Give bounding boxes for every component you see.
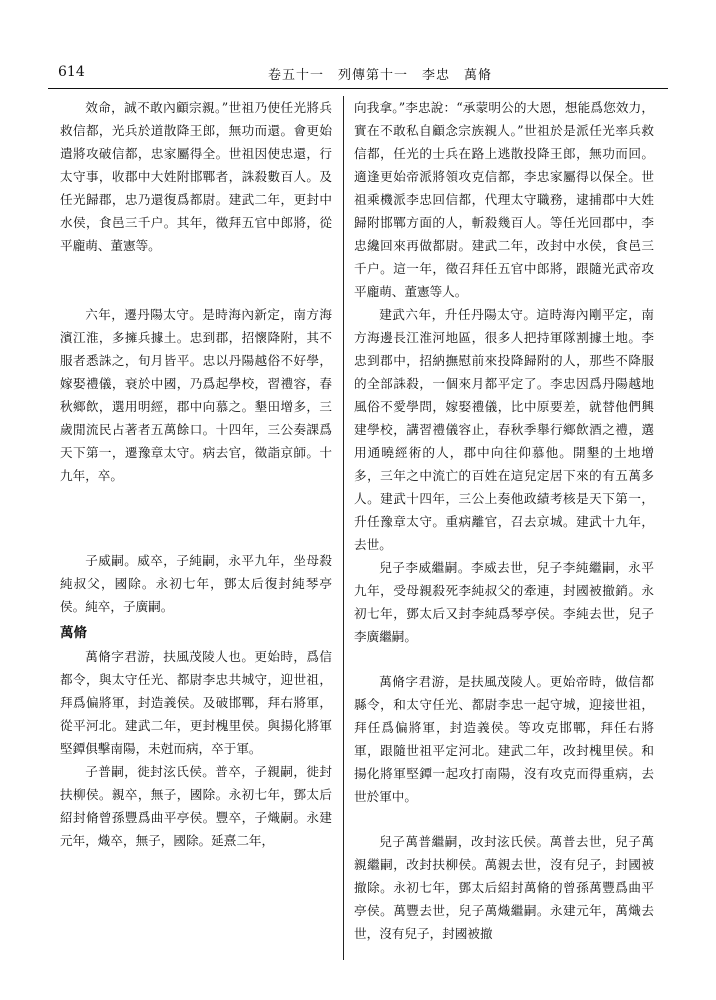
translation-paragraph-2: 建武六年，升任丹陽太守。這時海內剛平定，南方海邊長江淮河地區，很多人把持軍隊割據土地。李忠到郡中，招納撫慰前來投降歸附的人，那些不降服的全部誅殺，一個來月都平定了。李忠因爲丹陽越地風俗不愛學問，嫁娶禮儀，比中原要差，就替他們興建學校，講習禮儀容止，春秋季舉行鄉飲酒之禮，選用通曉經術的人，郡中向往仰慕他。開墾的土地增多，三年之中流亡的百姓在這兒定居下來的有五萬多人。建武十四年，三公上奏他政績考核是天下第一，升任豫章太守。重病離官，召去京城。建武十九年，去世。	[354, 307, 654, 552]
translation-paragraph-3: 兒子李威繼嗣。李威去世，兒子李純繼嗣，永平九年，受母親殺死李純叔父的牽連，封國被撤銷。永初七年，鄧太后又封李純爲琴亭侯。李純去世，兒子李廣繼嗣。	[354, 560, 654, 644]
classical-paragraph-2: 六年，遷丹陽太守。是時海內新定，南方海濱江淮，多擁兵據土。忠到郡，招懷降附，其不服者悉誅之，旬月皆平。忠以丹陽越俗不好學，嫁娶禮儀，衰於中國，乃爲起學校，習禮容，春秋鄉飲，選用明經，郡中向慕之。墾田增多，三歲閒流民占著者五萬餘口。十四年，三公奏課爲天下第一，遷豫章太守。病去官，徵詣京師。十九年，卒。	[60, 307, 332, 483]
translation-paragraph-4: 萬脩字君游，是扶風茂陵人。更始帝時，做信都縣令，和太守任光、都尉李忠一起守城，迎接世祖，拜任爲偏將軍，封造義侯。等攻克邯鄲，拜任右將軍，跟隨世祖平定河北。建武二年，改封槐里侯。和揚化將軍堅鐔一起攻打南陽，沒有攻克而得重病，去世於軍中。	[354, 674, 654, 804]
section-title: 萬脩	[60, 625, 87, 641]
classical-paragraph-3: 子威嗣。威卒，子純嗣，永平九年，坐母殺純叔父，國除。永初七年，鄧太后復封純琴亭侯。純卒，子廣嗣。	[60, 553, 332, 614]
classical-paragraph-1: 效命，誠不敢內顧宗親。”世祖乃使任光將兵救信都，光兵於道散降王郎，無功而還。會更始遣將攻破信都，忠家屬得全。世祖因使忠還，行太守事，收郡中大姓附邯鄲者，誅殺數百人。及任光歸郡，忠乃還復爲都尉。建武二年，更封中水侯，食邑三千户。其年，徵拜五官中郎將，從平龐萌、董憲等。	[60, 100, 332, 253]
classical-text-column	[60, 96, 332, 852]
header-rule	[48, 88, 668, 89]
page-number: 614	[58, 64, 85, 80]
translation-column	[354, 96, 654, 945]
classical-paragraph-5: 子普嗣，徙封泫氏侯。普卒，子親嗣，徙封扶柳侯。親卒，無子，國除。永初七年，鄧太后紹封脩曾孫豐爲曲平亭侯。豐卒，子熾嗣。永建元年，熾卒，無子，國除。延熹二年，	[60, 764, 332, 848]
running-title: 卷五十一 列傳第十一 李忠 萬脩	[268, 68, 493, 83]
classical-paragraph-4: 萬脩字君游，扶風茂陵人也。更始時，爲信都令，與太守任光、都尉李忠共城守，迎世祖，拜爲偏將軍，封造義侯。及破邯鄲，拜右將軍，從平河北。建武二年，更封槐里侯。與揚化將軍堅鐔俱擊南陽，未尅而病，卒于軍。	[60, 649, 332, 756]
column-divider	[343, 96, 344, 960]
translation-paragraph-5: 兒子萬普繼嗣，改封泫氏侯。萬普去世，兒子萬親繼嗣，改封扶柳侯。萬親去世，沒有兒子，封國被撤除。永初七年，鄧太后紹封萬脩的曾孫萬豐爲曲平亭侯。萬豐去世，兒子萬熾繼嗣。永建元年，萬熾去世，沒有兒子，封國被撤	[354, 834, 654, 941]
translation-paragraph-1: 向我拿。”李忠說：“承蒙明公的大恩，想能爲您效力，實在不敢私自顧念宗族親人。”世祖於是派任光率兵救信都，任光的士兵在路上逃散投降王郎，無功而回。適逢更始帝派將領攻克信都，李忠家屬得以保全。世祖乘機派李忠回信都，代理太守職務，逮捕郡中大姓歸附邯鄲方面的人，斬殺幾百人。等任光回郡中，李忠纔回來再做都尉。建武二年，改封中水侯，食邑三千户。這一年，徵召拜任五官中郎將，跟隨光武帝攻平龐萌、董憲等人。	[354, 100, 654, 299]
page-header	[48, 60, 668, 86]
